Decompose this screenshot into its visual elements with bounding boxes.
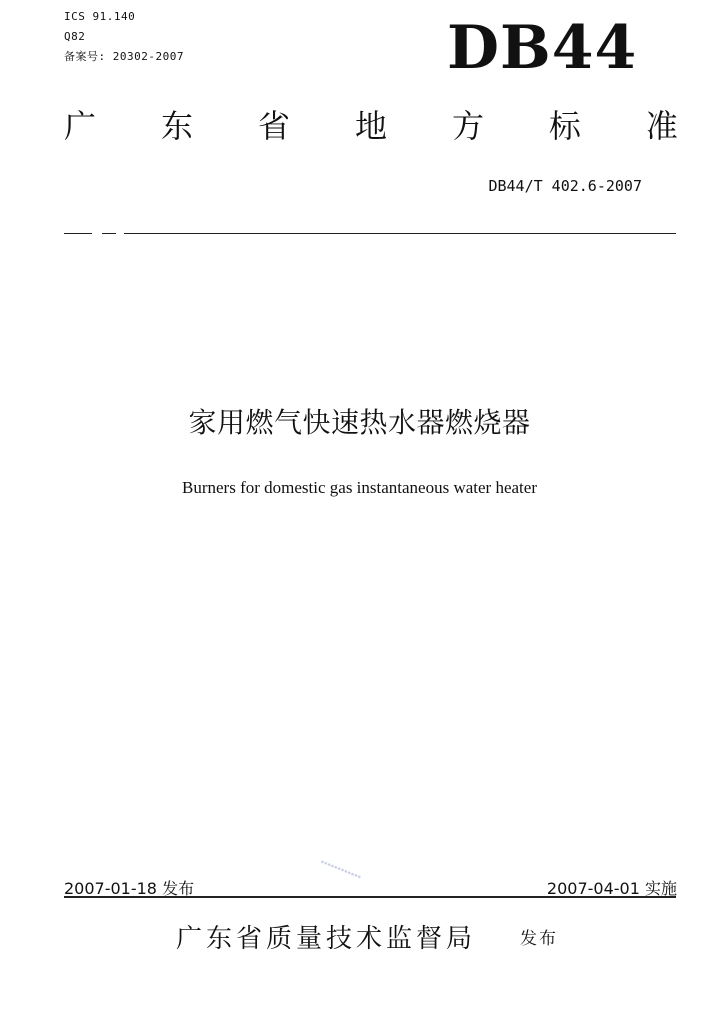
watermark: ▪▪▪▪▪▪▪▪▪▪▪▪ bbox=[319, 858, 363, 881]
db-mark: DB44 bbox=[447, 13, 638, 83]
document-title-cn: 家用燃气快速热水器燃烧器 bbox=[188, 406, 531, 439]
standard-title-char: 标 bbox=[548, 107, 581, 145]
divider-gap bbox=[92, 231, 102, 237]
top-divider bbox=[64, 233, 676, 234]
publisher-name: 广东省质量技术监督局 bbox=[176, 924, 477, 954]
standard-title-char: 地 bbox=[354, 107, 387, 145]
bottom-divider bbox=[64, 896, 676, 898]
standard-title-char: 方 bbox=[451, 107, 484, 145]
publish-label: 发布 bbox=[520, 929, 558, 949]
divider-gap bbox=[116, 231, 124, 237]
ccs-code: Q82 bbox=[64, 30, 86, 43]
ics-code: ICS 91.140 bbox=[64, 10, 136, 23]
document-title-en: Burners for domestic gas instantaneous water heater bbox=[182, 478, 537, 497]
standard-type-title bbox=[64, 107, 678, 145]
implementation-date: 2007-04-01 实施 bbox=[546, 879, 677, 898]
standard-title-char: 省 bbox=[257, 107, 290, 145]
standard-title-char: 准 bbox=[645, 107, 678, 145]
standard-code: DB44/T 402.6-2007 bbox=[488, 177, 642, 195]
record-number: 备案号: 20302-2007 bbox=[64, 50, 184, 63]
issue-date: 2007-01-18 发布 bbox=[64, 879, 195, 898]
standard-title-char: 东 bbox=[160, 107, 193, 145]
standard-title-char: 广 bbox=[64, 107, 97, 145]
